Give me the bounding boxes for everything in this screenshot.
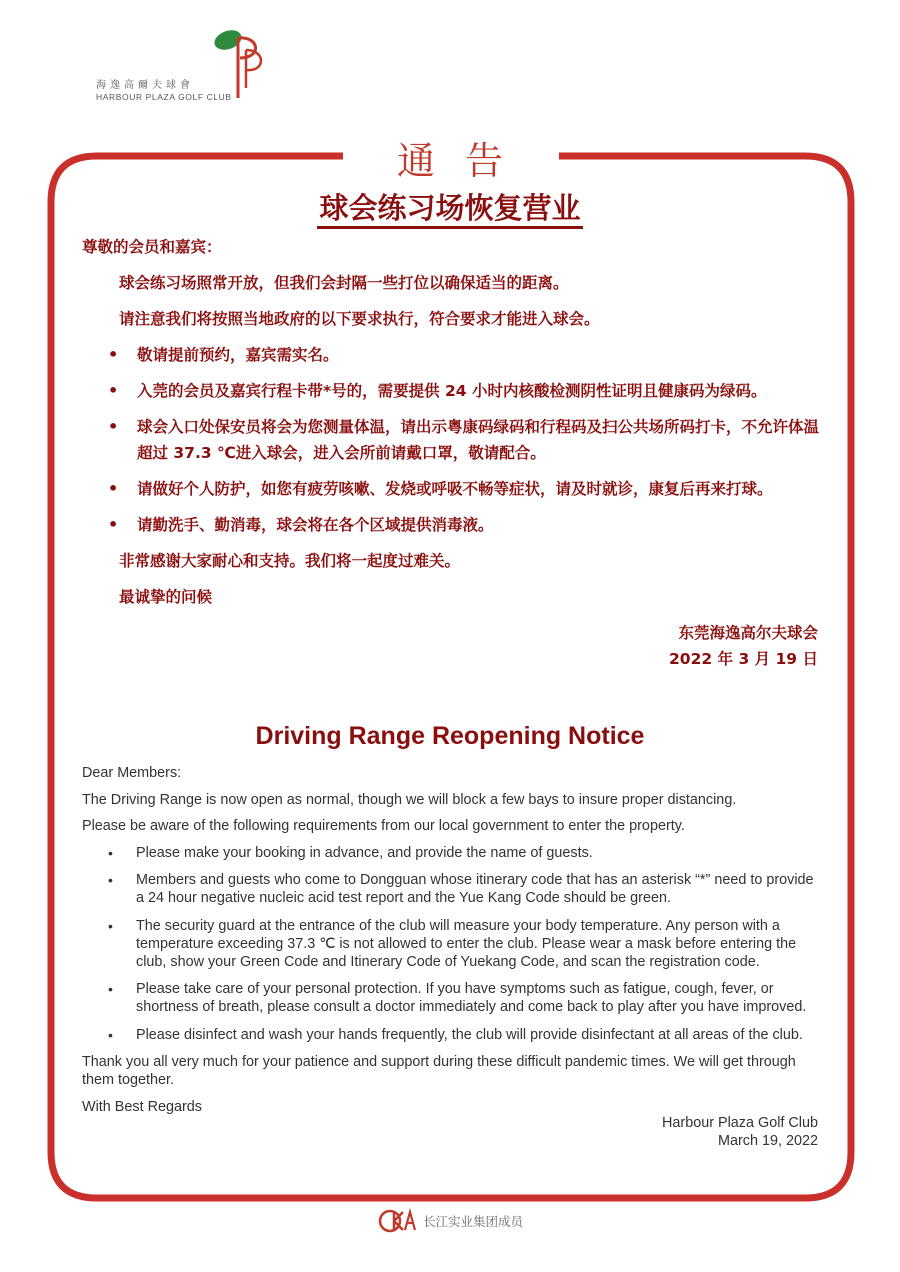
footer-text: 长江实业集团成员 [422, 1214, 523, 1229]
chinese-signature-name: 东莞海逸高尔夫球会 [678, 624, 818, 642]
english-bullet-4: • Please take care of your personal protection. If you have symptoms such as fatigue, cough, fever, or shortness of breath, please consult a doctor immediately and come back to play after you have improved. [82, 980, 822, 1016]
footer [0, 1208, 900, 1238]
chinese-bullet-4: • 请做好个人防护，如您有疲劳咳嗽、发烧或呼吸不畅等症状，请及时就诊，康复后再来打球。 [82, 476, 822, 502]
chinese-title [0, 186, 900, 227]
chinese-requirements-list [82, 342, 822, 538]
chinese-intro-1: 球会练习场照常开放，但我们会封隔一些打位以确保适当的距离。 [119, 274, 569, 292]
english-bullet-5: • Please disinfect and wash your hands frequently, the club will provide disinfectant at all areas of the club. [82, 1026, 822, 1044]
golf-club-logo-icon [208, 28, 268, 100]
english-body [82, 764, 822, 1150]
logo-chinese-text: 海逸高爾夫球會 [96, 80, 194, 91]
english-intro-2: Please be aware of the following requirements from our local government to enter the property. [82, 818, 685, 834]
english-intro-1: The Driving Range is now open as normal, though we will block a few bays to insure proper distancing. [82, 791, 737, 808]
chinese-bullet-2: • 入莞的会员及嘉宾行程卡带*号的，需要提供 24 小时内核酸检测阴性证明且健康码为绿码。 [82, 378, 822, 404]
chinese-bullet-3: • 球会入口处保安员将会为您测量体温，请出示粤康码绿码和行程码及扫公共场所码打卡，不允许体温超过 37.3 ℃进入球会，进入会所前请戴口罩，敬请配合。 [82, 414, 822, 466]
english-signature-name: Harbour Plaza Golf Club [662, 1115, 818, 1131]
english-title: Driving Range Reopening Notice [255, 722, 645, 750]
chinese-bullet-1: • 敬请提前预约，嘉宾需实名。 [82, 342, 822, 368]
chinese-thanks: 非常感谢大家耐心和支持。我们将一起度过难关。 [119, 552, 461, 570]
notice-heading: 通告 [396, 139, 533, 183]
chinese-body [82, 234, 822, 672]
english-thanks: Thank you all very much for your patience and support during these difficult pandemic times. We will get through them together. [82, 1054, 796, 1088]
chinese-bullet-5: • 请勤洗手、勤消毒，球会将在各个区域提供消毒液。 [82, 512, 822, 538]
footer-group [377, 1208, 523, 1234]
chinese-regards: 最诚挚的问候 [119, 588, 213, 606]
english-signature [82, 1114, 822, 1150]
chinese-greeting: 尊敬的会员和嘉宾： [82, 238, 222, 256]
english-regards: With Best Regards [82, 1098, 202, 1115]
chinese-signature [82, 620, 822, 672]
ck-group-logo-icon [377, 1208, 417, 1234]
english-bullet-3: • The security guard at the entrance of the club will measure your body temperature. Any person with a temperature exceeding 37.3 ℃ is not allowed to enter the club. Please wear a mask before entering the club, show your Green Code and Itinerary Code of Yuekang Code, and scan the registration code. [82, 917, 822, 971]
english-bullet-1: • Please make your booking in advance, and provide the name of guests. [82, 844, 822, 862]
english-requirements-list [82, 844, 822, 1044]
chinese-title-text: 球会练习场恢复营业 [317, 191, 582, 229]
club-logo [96, 28, 276, 106]
english-bullet-2: • Members and guests who come to Dongguan whose itinerary code that has an asterisk “*” need to provide a 24 hour negative nucleic acid test report and the Yue Kang Code should be green. [82, 871, 822, 907]
logo-english-text: HARBOUR PLAZA GOLF CLUB [96, 92, 232, 102]
chinese-signature-date: 2022 年 3 月 19 日 [669, 650, 818, 668]
english-signature-date: March 19, 2022 [718, 1133, 818, 1149]
chinese-intro-2: 请注意我们将按照当地政府的以下要求执行，符合要求才能进入球会。 [119, 310, 600, 328]
english-greeting: Dear Members: [82, 765, 182, 781]
